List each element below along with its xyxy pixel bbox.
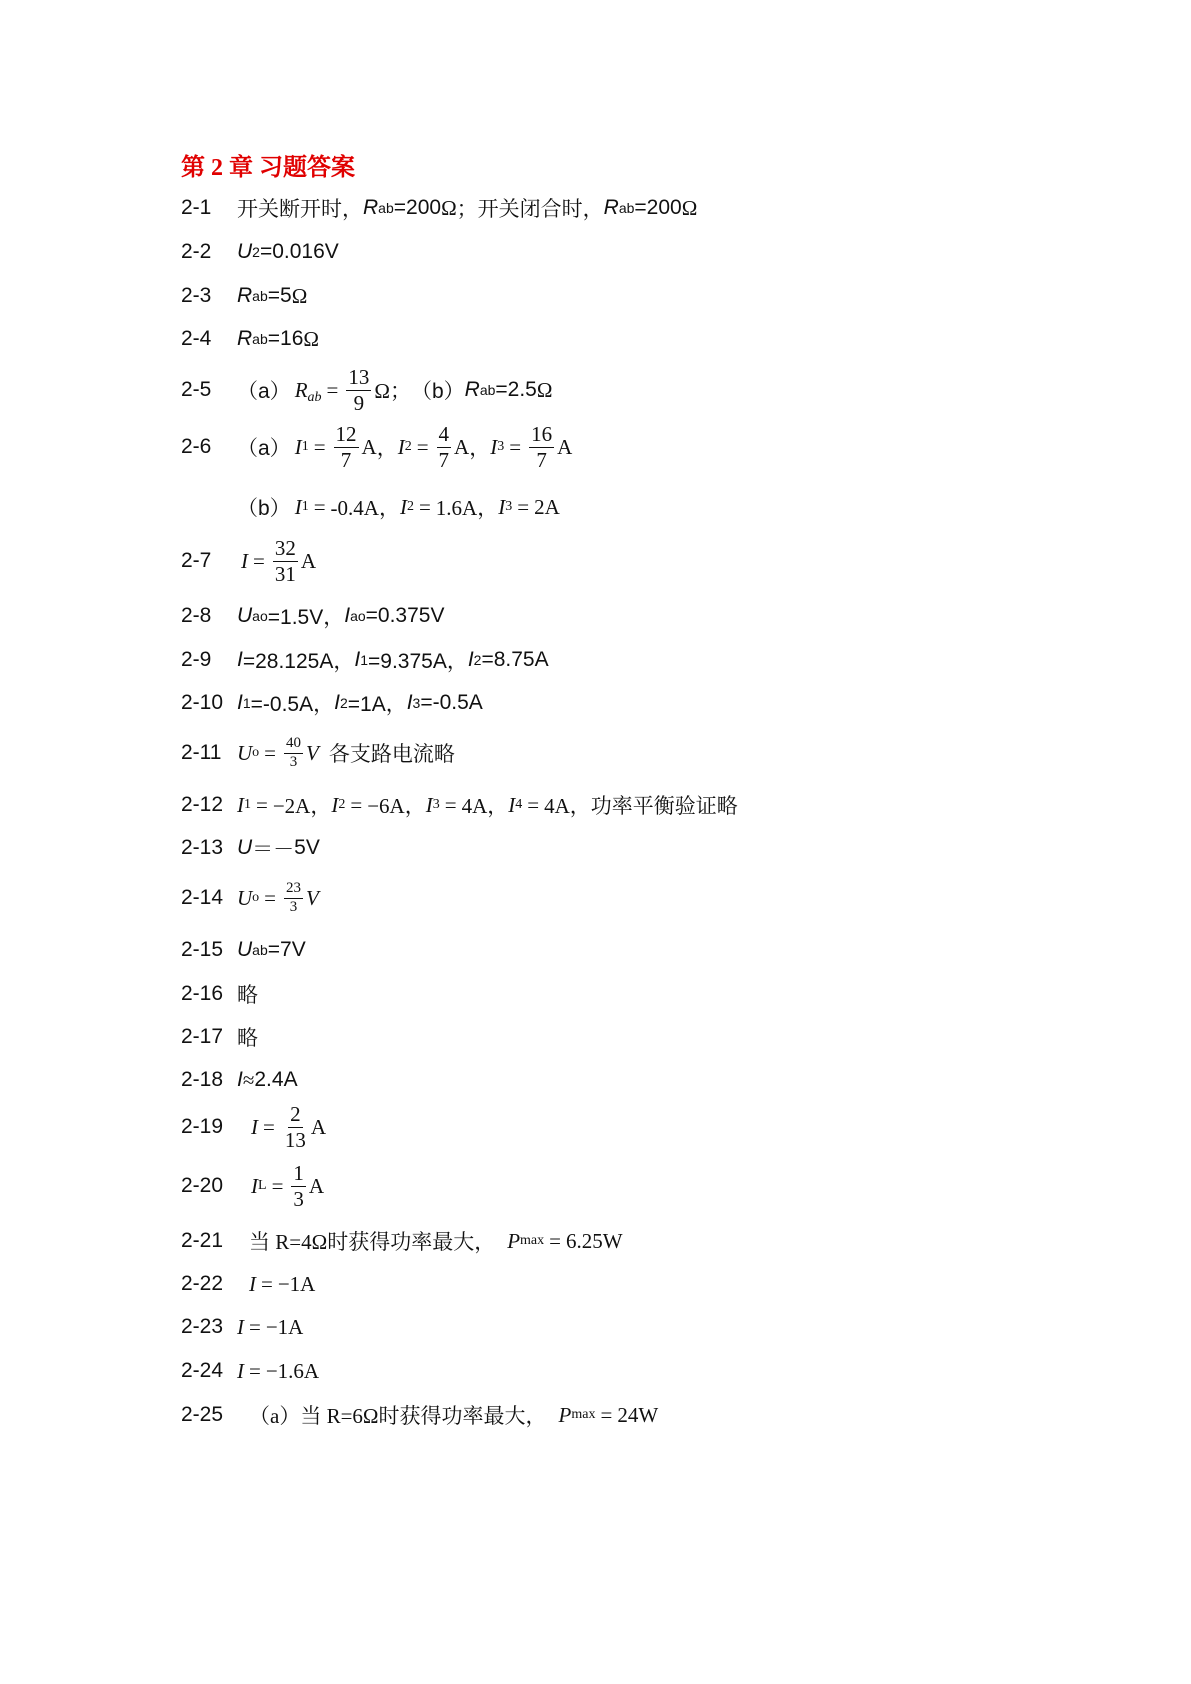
answer-text: I = −1.6A <box>237 1358 320 1383</box>
answer-number: 2-11 <box>181 741 222 764</box>
answer-text: U 2 =0.016V <box>237 240 339 263</box>
answer-2-21 <box>181 1221 623 1261</box>
answer-2-12 <box>181 785 738 825</box>
answer-text: （b） I 1 = -0.4A， I 2 = 1.6A， I 3 = 2A <box>237 494 560 520</box>
answer-text: U ao =1.5V， I ao =0.375V <box>237 604 445 629</box>
answer-2-5 <box>181 365 553 415</box>
answer-text: U ab =7V <box>237 938 306 961</box>
answer-2-3 <box>181 276 307 316</box>
answer-text: I 1 =-0.5A， I 2 =1A， I 3 =-0.5A <box>237 691 483 716</box>
answer-text: I ≈ 2.4A <box>237 1067 298 1092</box>
answer-number: 2-21 <box>181 1229 224 1252</box>
answer-text: U o = $\frac{40}{3}$ V 各支路电流略 <box>237 734 455 770</box>
answer-text: I = $\frac{2}{13}$ A <box>251 1102 327 1152</box>
answer-text: 开关断开时， R ab =200 Ω ；开关闭合时， R ab =200 Ω <box>237 195 698 221</box>
answer-2-2 <box>181 232 339 272</box>
answer-number: 2-9 <box>181 648 212 671</box>
answer-2-6 <box>181 422 573 472</box>
answer-number: 2-17 <box>181 1025 224 1048</box>
answer-2-19 <box>181 1102 327 1152</box>
answer-number: 2-15 <box>181 938 224 961</box>
answer-text: I = −1A <box>237 1314 304 1339</box>
answer-text: I =28.125A， I 1 =9.375A， I 2 =8.75A <box>237 648 549 673</box>
answer-2-16 <box>181 974 258 1014</box>
answer-2-8 <box>181 596 444 636</box>
answer-text: U ＝－ 5V <box>237 836 320 861</box>
answer-2-1 <box>181 188 697 228</box>
answer-text: 略 <box>237 983 258 1007</box>
answer-text: （a） I 1 = $\frac{12}{7}$ A ， I 2 = $\frac{4}{7}$ A ， I 3 = $\frac{16}{7}$ A <box>237 422 573 472</box>
answer-number: 2-1 <box>181 196 212 219</box>
answer-text: I 1 = −2A， I 2 = −6A， I 3 = 4A， I 4 = 4A，功率平衡验证略 <box>237 792 738 818</box>
answer-text: I = −1A <box>249 1271 316 1296</box>
answer-number: 2-14 <box>181 886 224 909</box>
answer-text: I = $\frac{32}{31}$ A <box>241 536 317 586</box>
answer-number: 2-2 <box>181 240 212 263</box>
answer-number: 2-20 <box>181 1174 224 1197</box>
answer-number: 2-10 <box>181 691 224 714</box>
answer-2-22 <box>181 1264 315 1304</box>
answer-2-20 <box>181 1161 325 1211</box>
answer-number: 2-22 <box>181 1272 224 1295</box>
answer-number: 2-12 <box>181 793 224 816</box>
answer-number: 2-3 <box>181 284 212 307</box>
answer-number: 2-24 <box>181 1359 224 1382</box>
answer-2-25 <box>181 1395 658 1435</box>
answer-2-17 <box>181 1017 258 1057</box>
answer-text: I L = $\frac{1}{3}$ A <box>251 1161 325 1211</box>
answer-2-4 <box>181 319 319 359</box>
answer-2-11 <box>181 733 455 773</box>
answer-text: （a） $R_{ab}$ = $\frac{13}{9}$ Ω； （b） R ab =2.5 Ω <box>237 365 553 415</box>
answer-number: 2-18 <box>181 1068 224 1091</box>
answer-2-18 <box>181 1060 298 1100</box>
answer-number: 2-5 <box>181 378 212 401</box>
answer-text: U o = $\frac{23}{3}$ V <box>237 879 319 915</box>
answer-2-9 <box>181 640 549 680</box>
answer-2-10 <box>181 683 483 723</box>
answer-text: R ab =16 Ω <box>237 326 319 351</box>
answer-2-13 <box>181 828 320 868</box>
answer-number: 2-23 <box>181 1315 224 1338</box>
answer-text: （a）当 R=6Ω时获得功率最大， P max = 24W <box>249 1402 659 1428</box>
answer-number: 2-25 <box>181 1403 224 1426</box>
answer-number: 2-19 <box>181 1115 224 1138</box>
answer-number: 2-13 <box>181 836 224 859</box>
answer-number: 2-6 <box>181 435 212 458</box>
answer-number: 2-7 <box>181 549 212 572</box>
answer-2-15 <box>181 930 306 970</box>
fraction: $\frac{13}{9}$ <box>348 365 370 415</box>
answer-number: 2-16 <box>181 982 224 1005</box>
answer-2-7 <box>181 536 317 586</box>
answer-text: R ab =5 Ω <box>237 283 308 308</box>
answer-number: 2-8 <box>181 604 212 627</box>
answer-2-24 <box>181 1351 319 1391</box>
chapter-title: 第 2 章 习题答案 <box>181 155 355 181</box>
answer-2-23 <box>181 1307 303 1347</box>
answer-text: 略 <box>237 1026 258 1050</box>
answer-2-14 <box>181 878 319 918</box>
answer-number: 2-4 <box>181 327 212 350</box>
answer-text: 当 R=4Ω时获得功率最大， P max = 6.25W <box>249 1228 623 1254</box>
answer-2-6b <box>237 487 560 527</box>
